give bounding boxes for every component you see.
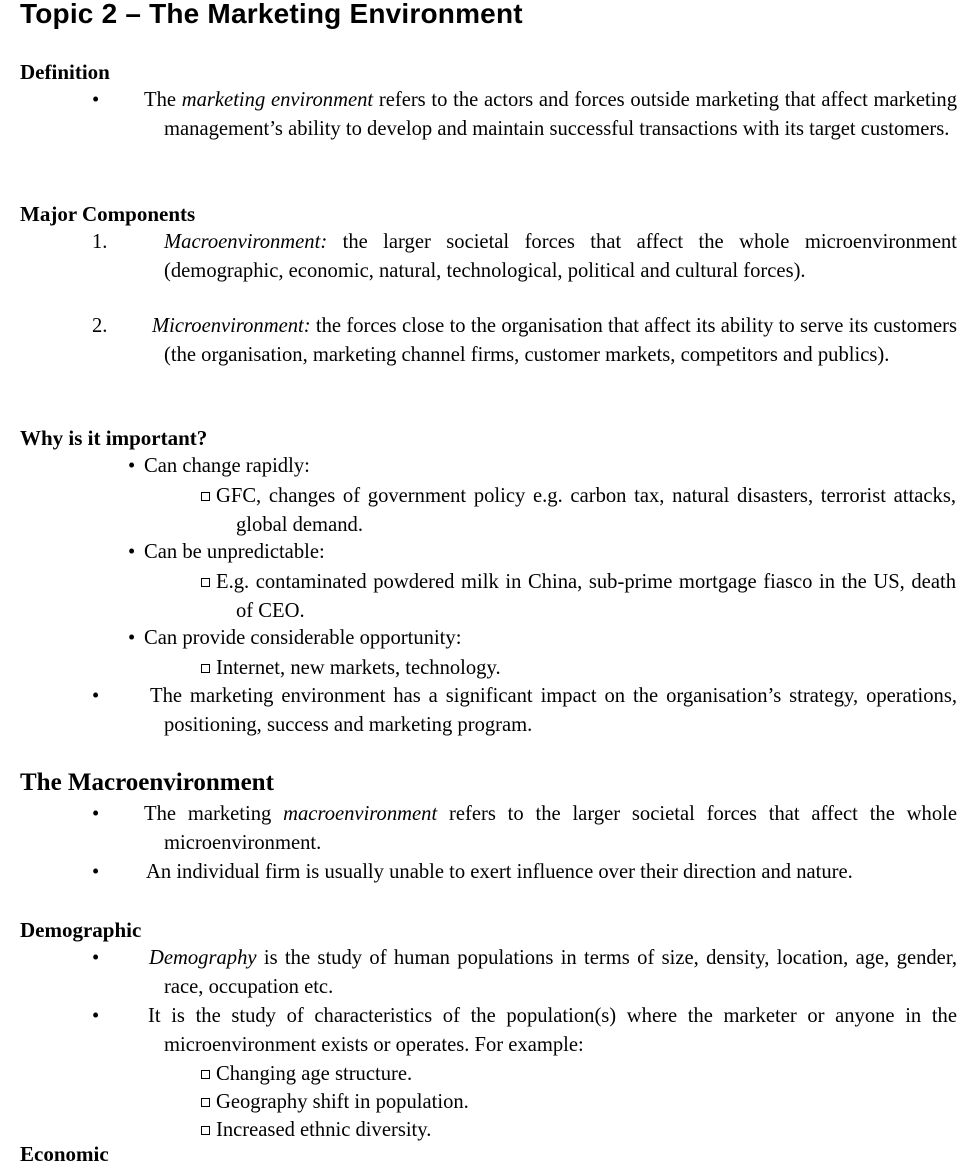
heading-macroenvironment: The Macroenvironment	[20, 769, 274, 796]
bullet-text: is the study of human populations in terms of size, density, location, age, gender, race, occupation etc.	[164, 947, 957, 998]
demographic-sub-1	[201, 1060, 412, 1089]
demographic-sub-2	[201, 1088, 469, 1117]
item-number: 2.	[92, 315, 108, 337]
item-number: 1.	[92, 231, 108, 253]
bullet-text: Can be unpredictable:	[144, 541, 325, 563]
bullet-marker: •	[128, 627, 136, 649]
sub-bullet-text: Internet, new markets, technology.	[216, 657, 501, 679]
definition-term: marketing environment	[181, 89, 374, 111]
heading-demographic: Demographic	[20, 918, 142, 942]
macro-term: macroenvironment	[283, 803, 438, 825]
component-item-2	[92, 312, 957, 369]
bullet-text: An individual firm is usually unable to exert influence over their direction and nature.	[146, 861, 853, 883]
heading-major-components: Major Components	[20, 202, 196, 226]
sub-bullet-text: GFC, changes of government policy e.g. carbon tax, natural disasters, terrorist attacks, global demand.	[216, 485, 956, 536]
bullet-marker: •	[92, 861, 100, 883]
bullet-marker: •	[92, 685, 100, 707]
demography-term: Demography	[149, 947, 257, 969]
sub-bullet-text: Changing age structure.	[216, 1063, 413, 1085]
component-term: Microenvironment:	[152, 315, 311, 337]
important-bullet-4	[92, 682, 957, 739]
important-sub-1	[201, 482, 956, 539]
macro-bullet-1	[92, 800, 958, 857]
bullet-marker: •	[92, 947, 100, 969]
component-text: the larger societal forces that affect the whole microenvironment (demographic, economic, natural, technological, political and cultural forces).	[164, 231, 957, 282]
bullet-text: It is the study of characteristics of the population(s) where the marketer or anyone in the microenvironment exists or operates. For example:	[148, 1005, 957, 1056]
definition-text-post: refers to the actors and forces outside marketing that affect marketing management’s ability to develop and maintain successful transactions with its target customers.	[164, 89, 958, 140]
component-item-1	[92, 228, 957, 285]
sub-bullet-text: Geography shift in population.	[216, 1091, 469, 1113]
important-bullet-1	[128, 452, 310, 481]
bullet-text-post: refers to the larger societal forces that affect the whole microenvironment.	[164, 803, 958, 854]
demographic-bullet-1	[92, 944, 957, 1001]
heading-economic-cutoff: Economic	[20, 1142, 109, 1166]
square-bullet-icon	[201, 664, 210, 673]
bullet-text-pre: The marketing	[144, 803, 284, 825]
demographic-sub-3	[201, 1116, 431, 1145]
sub-bullet-text: E.g. contaminated powdered milk in China, sub-prime mortgage fiasco in the US, death of CEO.	[216, 571, 956, 622]
square-bullet-icon	[201, 1070, 210, 1079]
definition-text-pre: The	[144, 89, 182, 111]
bullet-marker: •	[92, 1005, 100, 1027]
macro-bullet-2	[92, 858, 957, 887]
important-bullet-3	[128, 624, 461, 653]
sub-bullet-text: Increased ethnic diversity.	[216, 1119, 432, 1141]
component-text: the forces close to the organisation that affect its ability to serve its customers (the organisation, marketing channel firms, customer markets, competitors and publics).	[164, 315, 957, 366]
bullet-text: The marketing environment has a significant impact on the organisation’s strategy, operations, positioning, success and marketing program.	[150, 685, 957, 736]
square-bullet-icon	[201, 492, 210, 501]
square-bullet-icon	[201, 1126, 210, 1135]
page-title: Topic 2 – The Marketing Environment	[20, 0, 523, 29]
bullet-marker: •	[128, 541, 136, 563]
important-sub-3	[201, 654, 501, 683]
square-bullet-icon	[201, 1098, 210, 1107]
bullet-marker: •	[128, 455, 136, 477]
component-term: Macroenvironment:	[164, 231, 328, 253]
bullet-text: Can change rapidly:	[144, 455, 310, 477]
bullet-marker: •	[92, 803, 100, 825]
heading-why-important: Why is it important?	[20, 426, 208, 450]
demographic-bullet-2	[92, 1002, 957, 1059]
square-bullet-icon	[201, 578, 210, 587]
important-bullet-2	[128, 538, 325, 567]
important-sub-2	[201, 568, 956, 625]
definition-bullet	[92, 86, 958, 143]
bullet-marker: •	[92, 89, 100, 111]
bullet-text: Can provide considerable opportunity:	[144, 627, 462, 649]
heading-definition: Definition	[20, 60, 110, 84]
